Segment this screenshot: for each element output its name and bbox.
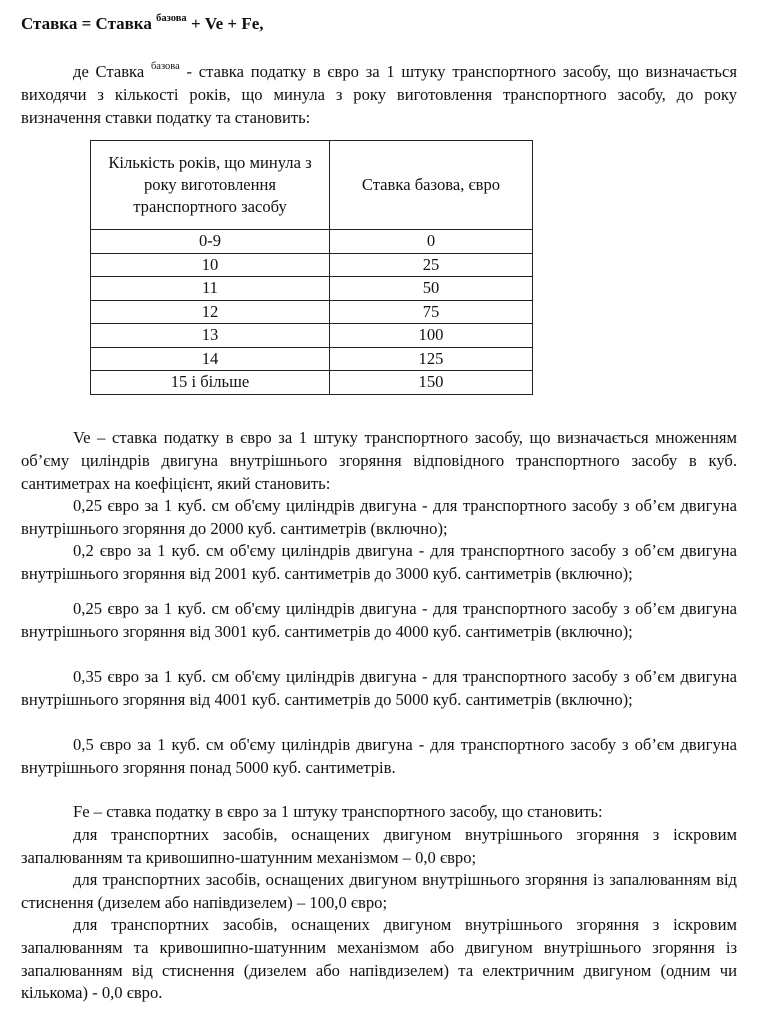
table-row (91, 324, 533, 348)
base-rate-paragraph (21, 56, 737, 129)
formula-superscript: базова (156, 13, 187, 24)
table-cell-years: 12 (91, 300, 330, 324)
column-header-rate: Ставка базова, євро (330, 141, 533, 230)
fe-item: для транспортних засобів, оснащених двигуном внутрішнього згоряння з іскровим запалюванням та кривошипно-шатунним механізмом – 0,0 євро; (21, 825, 737, 867)
table-row (91, 300, 533, 324)
fe-item: для транспортних засобів, оснащених двигуном внутрішнього згоряння із запалюванням від стиснення (дизелем або напівдизелем) – 100,0 євро; (21, 870, 737, 912)
base-rate-text: - ставка податку в євро за 1 штуку транспортного засобу, що визначається виходячи з кількості років, що минула з року виготовлення транспортного засобу, до року визначення ставки податку та становить: (21, 62, 737, 127)
table-cell-rate: 150 (330, 371, 533, 395)
formula-lhs: Ставка = Ставка (21, 14, 152, 33)
table-cell-rate: 0 (330, 230, 533, 254)
ve-item: 0,25 євро за 1 куб. см об'єму циліндрів двигуна - для транспортного засобу з об’єм двигуна внутрішнього згоряння від 3001 куб. сантиметрів до 4000 куб. сантиметрів (включно); (21, 599, 737, 641)
table-row (91, 230, 533, 254)
column-header-years: Кількість років, що минула з року виготовлення транспортного засобу (91, 141, 330, 230)
table-row (91, 347, 533, 371)
table-cell-years: 10 (91, 253, 330, 277)
table-cell-years: 13 (91, 324, 330, 348)
table-cell-years: 0-9 (91, 230, 330, 254)
formula-rhs: + Ve + Fe, (190, 14, 264, 33)
fe-intro-paragraph: Fe – ставка податку в євро за 1 штуку транспортного засобу, що становить: (73, 802, 603, 821)
ve-item: 0,35 євро за 1 куб. см об'єму циліндрів двигуна - для транспортного засобу з об’єм двигуна внутрішнього згоряння від 4001 куб. сантиметрів до 5000 куб. сантиметрів (включно); (21, 667, 737, 709)
ve-item: 0,5 євро за 1 куб. см об'єму циліндрів двигуна - для транспортного засобу з об’єм двигуна внутрішнього згоряння понад 5000 куб. сантиметрів. (21, 735, 737, 777)
table-row (91, 253, 533, 277)
table-header-row (91, 141, 533, 230)
table-cell-rate: 100 (330, 324, 533, 348)
base-rate-table (90, 140, 533, 395)
ve-item: 0,25 євро за 1 куб. см об'єму циліндрів двигуна - для транспортного засобу з об’єм двигуна внутрішнього згоряння до 2000 куб. сантиметрів (включно); (21, 496, 737, 538)
fe-item: для транспортних засобів, оснащених двигуном внутрішнього згоряння з іскровим запалюванням та кривошипно-шатунним механізмом або двигуном внутрішнього згоряння із запалюванням від стиснення (дизелем або напівдизелем) та електричним двигуном (одним чи кількома) - 0,0 євро. (21, 915, 737, 1003)
table-cell-rate: 50 (330, 277, 533, 301)
base-rate-superscript: базова (150, 61, 180, 72)
table-cell-years: 14 (91, 347, 330, 371)
table-row (91, 371, 533, 395)
ve-item: 0,2 євро за 1 куб. см об'єму циліндрів двигуна - для транспортного засобу з об’єм двигуна внутрішнього згоряння від 2001 куб. сантиметрів до 3000 куб. сантиметрів (включно); (21, 541, 737, 583)
table-cell-rate: 125 (330, 347, 533, 371)
base-rate-prefix: де Ставка (73, 62, 145, 81)
table-row (91, 277, 533, 301)
table-cell-rate: 25 (330, 253, 533, 277)
table-cell-years: 11 (91, 277, 330, 301)
rate-formula (21, 13, 264, 34)
table-cell-years: 15 і більше (91, 371, 330, 395)
table-cell-rate: 75 (330, 300, 533, 324)
ve-intro-paragraph: Ve – ставка податку в євро за 1 штуку транспортного засобу, що визначається множенням об’єму циліндрів двигуна внутрішнього згоряння відповідного транспортного засобу в куб. сантиметрах на коефіцієнт, який становить: (21, 428, 737, 493)
